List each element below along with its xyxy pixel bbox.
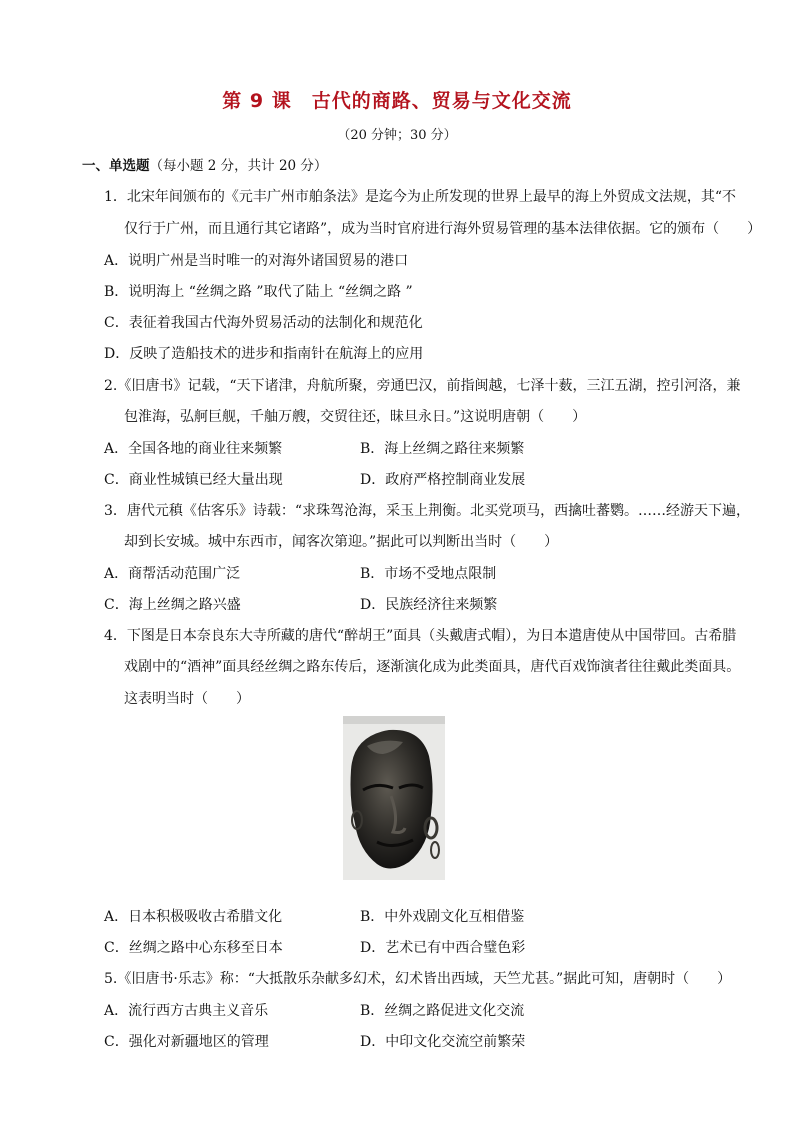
q3-option-d: D．民族经济往来频繁	[360, 597, 498, 613]
q4-stem-line1: 4．下图是日本奈良东大寺所藏的唐代“醉胡王”面具（头戴唐式帽），为日本遣唐使从中国带回。古希腊	[104, 628, 737, 644]
q2-option-d: D．政府严格控制商业发展	[360, 472, 526, 488]
mask-image	[343, 716, 445, 880]
q3-stem-line1: 3．唐代元稹《估客乐》诗载：“求珠驾沧海，采玉上荆衡。北买党项马，西擒吐蕃鹦。……经游天下遍，	[104, 503, 751, 519]
page-subtitle: （20 分钟；30 分）	[337, 128, 457, 143]
drunken-king-mask-photo	[343, 716, 445, 880]
q3-option-c: C．海上丝绸之路兴盛	[104, 597, 241, 613]
q4-option-b: B．中外戏剧文化互相借鉴	[360, 909, 525, 925]
q1-option-d: D．反映了造船技术的进步和指南针在航海上的应用	[104, 346, 424, 362]
q5-option-c: C．强化对新疆地区的管理	[104, 1034, 269, 1050]
q2-stem-line1: 2.《旧唐书》记载，“天下诸津，舟航所聚，旁通巴汉，前指闽越，七泽十薮，三江五湖，控引河洛，兼	[104, 378, 741, 394]
q5-option-d: D．中印文化交流空前繁荣	[360, 1034, 526, 1050]
q4-option-d: D．艺术已有中西合璧色彩	[360, 940, 526, 956]
q5-option-b: B．丝绸之路促进文化交流	[360, 1003, 525, 1019]
section-heading	[82, 154, 327, 174]
q4-stem-line2: 戏剧中的“酒神”面具经丝绸之路东传后，逐渐演化成为此类面具，唐代百戏饰演者往往戴此类面具。	[124, 659, 741, 675]
q1-stem-line1: 1．北宋年间颁布的《元丰广州市舶条法》是迄今为止所发现的世界上最早的海上外贸成文法规，其“不	[104, 189, 737, 205]
q5-stem-line1: 5.《旧唐书·乐志》称：“大抵散乐杂献多幻术，幻术皆出西域，天竺尤甚。”据此可知，唐朝时（ ）	[104, 971, 732, 987]
q1-option-a: A．说明广州是当时唯一的对海外诸国贸易的港口	[104, 253, 409, 269]
page-title: 第 9 课 古代的商路、贸易与文化交流	[222, 90, 572, 112]
q4-option-c: C．丝绸之路中心东移至日本	[104, 940, 283, 956]
section-label: 一、单选题	[82, 158, 150, 174]
q2-option-a: A．全国各地的商业往来频繁	[104, 441, 283, 457]
q3-stem-line2: 却到长安城。城中东西市，闻客次第迎。”据此可以判断出当时（ ）	[124, 534, 559, 550]
q2-option-b: B．海上丝绸之路往来频繁	[360, 441, 525, 457]
q1-option-c: C．表征着我国古代海外贸易活动的法制化和规范化	[104, 315, 423, 331]
q3-option-b: B．市场不受地点限制	[360, 566, 497, 582]
q1-stem-line2: 仅行于广州，而且通行其它诸路”，成为当时官府进行海外贸易管理的基本法律依据。它的颁布（ ）	[124, 221, 762, 237]
q5-option-a: A．流行西方古典主义音乐	[104, 1003, 269, 1019]
q1-option-b: B．说明海上 “丝绸之路 ”取代了陆上 “丝绸之路 ”	[104, 284, 413, 300]
q2-stem-line2: 包淮海，弘舸巨舰，千舳万艘，交贸往还，昧旦永日。”这说明唐朝（ ）	[124, 409, 587, 425]
q4-option-a: A．日本积极吸收古希腊文化	[104, 909, 283, 925]
q3-option-a: A．商帮活动范围广泛	[104, 566, 241, 582]
section-note: （每小题 2 分，共计 20 分）	[149, 158, 328, 174]
q4-stem-line3: 这表明当时（ ）	[124, 691, 250, 707]
q2-option-c: C．商业性城镇已经大量出现	[104, 472, 283, 488]
